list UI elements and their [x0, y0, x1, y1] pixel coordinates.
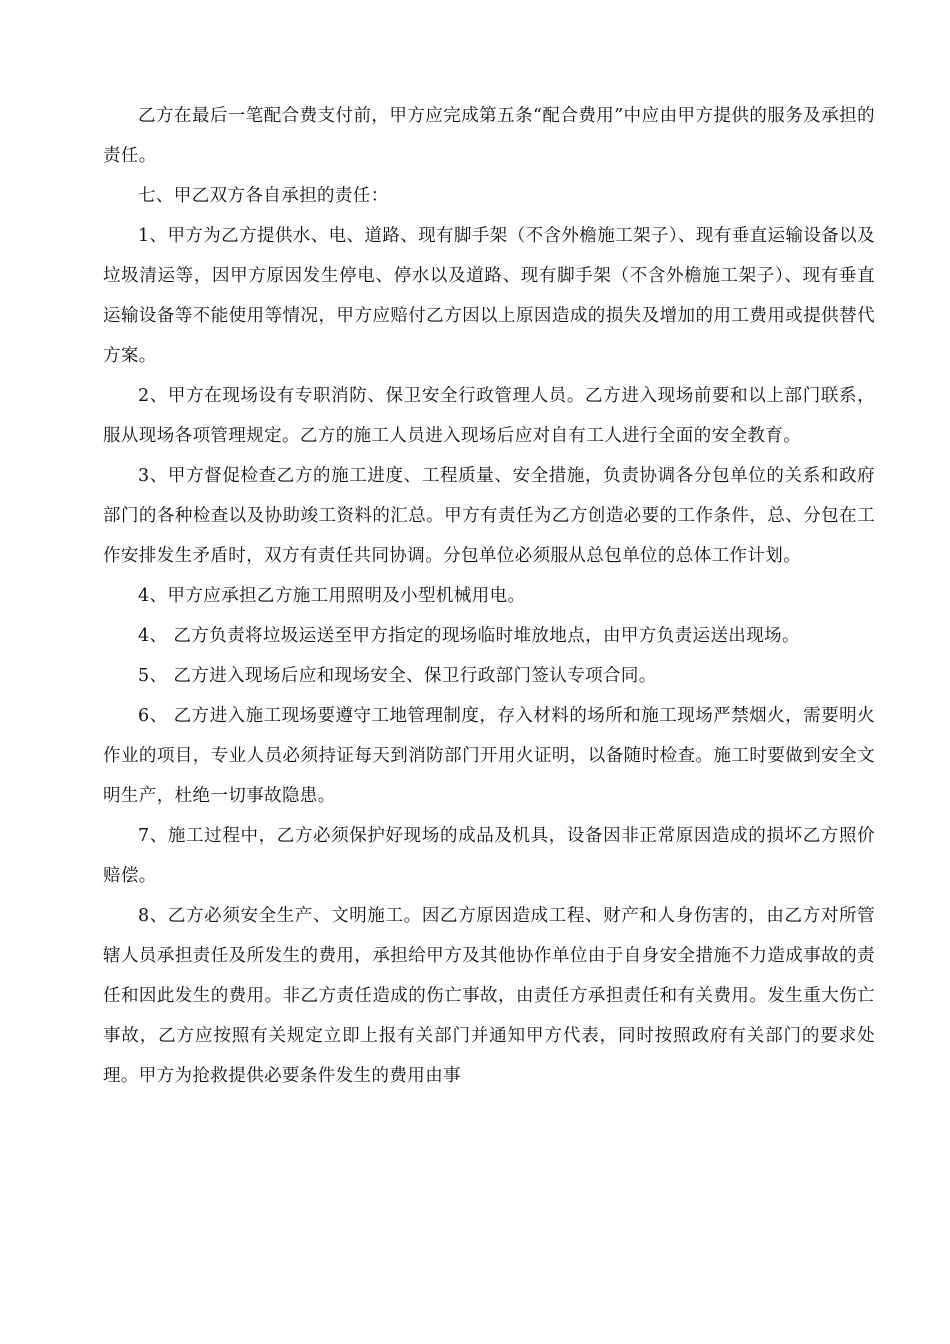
section-heading-responsibilities: 七、甲乙双方各自承担的责任：	[138, 186, 389, 206]
paragraph-payment-condition: 乙方在最后一笔配合费支付前，甲方应完成第五条“配合费用”中应由甲方提供的服务及承担的责任。	[103, 106, 875, 166]
clause-6-fire-safety: 6、 乙方进入施工现场要遵守工地管理制度，存入材料的场所和施工现场严禁烟火，需要明火作业的项目，专业人员必须持证每天到消防部门开用火证明，以备随时检查。施工时要做到安全文明生产，杜绝一切事故隐患。	[103, 706, 875, 806]
document-body	[103, 96, 875, 1096]
clause-1-utilities: 1、甲方为乙方提供水、电、道路、现有脚手架（不含外檐施工架子）、现有垂直运输设备以及垃圾清运等，因甲方原因发生停电、停水以及道路、现有脚手架（不含外檐施工架子）、现有垂直运输设备等不能使用等情况，甲方应赔付乙方因以上原因造成的损失及增加的用工费用或提供替代方案。	[103, 226, 875, 366]
clause-8-safe-production: 8、乙方必须安全生产、文明施工。因乙方原因造成工程、财产和人身伤害的，由乙方对所管辖人员承担责任及所发生的费用，承担给甲方及其他协作单位由于自身安全措施不力造成事故的责任和因此发生的费用。非乙方责任造成的伤亡事故，由责任方承担责任和有关费用。发生重大伤亡事故，乙方应按照有关规定立即上报有关部门并通知甲方代表，同时按照政府有关部门的要求处理。甲方为抢救提供必要条件发生的费用由事	[103, 906, 875, 1086]
clause-2-safety-staff: 2、甲方在现场设有专职消防、保卫安全行政管理人员。乙方进入现场前要和以上部门联系，服从现场各项管理规定。乙方的施工人员进入现场后应对自有工人进行全面的安全教育。	[103, 386, 875, 446]
clause-5-special-contract: 5、 乙方进入现场后应和现场安全、保卫行政部门签认专项合同。	[138, 666, 657, 686]
clause-4-waste-removal: 4、 乙方负责将垃圾运送至甲方指定的现场临时堆放地点，由甲方负责运送出现场。	[138, 626, 800, 646]
clause-4-electricity: 4、甲方应承担乙方施工用照明及小型机械用电。	[138, 586, 526, 606]
clause-7-protection: 7、施工过程中，乙方必须保护好现场的成品及机具，设备因非正常原因造成的损坏乙方照价赔偿。	[103, 826, 875, 886]
clause-3-coordination: 3、甲方督促检查乙方的施工进度、工程质量、安全措施，负责协调各分包单位的关系和政府部门的各种检查以及协助竣工资料的汇总。甲方有责任为乙方创造必要的工作条件，总、分包在工作安排发生矛盾时，双方有责任共同协调。分包单位必须服从总包单位的总体工作计划。	[103, 466, 875, 566]
